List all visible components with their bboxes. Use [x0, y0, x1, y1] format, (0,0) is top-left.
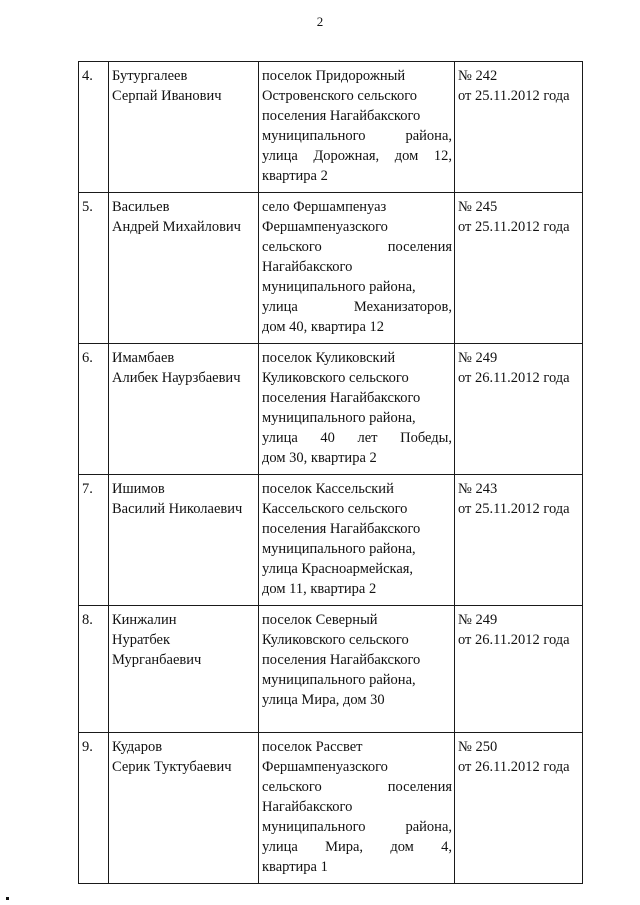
surname: Имамбаев: [112, 350, 175, 366]
table-row: [79, 733, 583, 884]
address-line: село Фершампенуаз: [262, 199, 387, 215]
address-line: улица Мира, дом 4,: [262, 839, 452, 855]
address-line: Куликовского сельского: [262, 632, 409, 648]
address-line: поселок Рассвет: [262, 739, 363, 755]
document-number: № 249: [458, 612, 498, 628]
surname: Ишимов: [112, 481, 165, 497]
address-line: Фершампенуазского: [262, 759, 388, 775]
row-number: 9.: [79, 733, 109, 884]
full-name-cell: [109, 193, 259, 344]
address-line: поселения Нагайбакского: [262, 521, 421, 537]
address-line: муниципального района,: [262, 128, 452, 144]
table-row: [79, 475, 583, 606]
given-name: Алибек Наурзбаевич: [112, 370, 241, 386]
full-name-cell: [109, 344, 259, 475]
address-line: квартира 1: [262, 859, 328, 875]
document-number: № 243: [458, 481, 498, 497]
given-name: Нуратбек: [112, 632, 171, 648]
document-number: № 250: [458, 739, 498, 755]
row-number: 4.: [79, 62, 109, 193]
document-cell: [455, 62, 583, 193]
table-row: [79, 606, 583, 733]
address-line: поселок Придорожный: [262, 68, 406, 84]
document-date: от 26.11.2012 года: [458, 370, 570, 386]
document-number: № 249: [458, 350, 498, 366]
document-date: от 25.11.2012 года: [458, 219, 570, 235]
surname: Бутургалеев: [112, 68, 188, 84]
address-line: улица 40 лет Победы,: [262, 430, 452, 446]
address-line: улица Красноармейская,: [262, 561, 414, 577]
full-name-cell: [109, 62, 259, 193]
document-cell: [455, 344, 583, 475]
address-line: муниципального района,: [262, 410, 416, 426]
address-line: муниципального района,: [262, 819, 452, 835]
full-name-cell: [109, 475, 259, 606]
address-line: улица Мира, дом 30: [262, 692, 385, 708]
address-cell: [259, 193, 455, 344]
address-line: поселок Северный: [262, 612, 378, 628]
surname: Кударов: [112, 739, 163, 755]
row-number: 5.: [79, 193, 109, 344]
page-number: 2: [316, 14, 324, 29]
address-line: муниципального района,: [262, 672, 416, 688]
address-cell: [259, 475, 455, 606]
address-line: сельского поселения: [262, 239, 452, 255]
surname: Васильев: [112, 199, 170, 215]
address-cell: [259, 606, 455, 733]
address-line: поселок Куликовский: [262, 350, 396, 366]
table-row: [79, 344, 583, 475]
address-cell: [259, 733, 455, 884]
address-line: муниципального района,: [262, 541, 416, 557]
address-line: дом 30, квартира 2: [262, 450, 377, 466]
given-name: Василий Николаевич: [112, 501, 243, 517]
address-line: поселения Нагайбакского: [262, 390, 421, 406]
document-number: № 245: [458, 199, 498, 215]
address-line: дом 40, квартира 12: [262, 319, 385, 335]
address-line: поселения Нагайбакского: [262, 652, 421, 668]
row-number: 7.: [79, 475, 109, 606]
document-date: от 25.11.2012 года: [458, 501, 570, 517]
given-name: Серпай Иванович: [112, 88, 222, 104]
address-line: улица Дорожная, дом 12,: [262, 148, 452, 164]
document-number: № 242: [458, 68, 498, 84]
surname: Кинжалин: [112, 612, 177, 628]
document-date: от 26.11.2012 года: [458, 632, 570, 648]
full-name-cell: [109, 606, 259, 733]
address-line: квартира 2: [262, 168, 328, 184]
patronymic: Мурганбаевич: [112, 652, 202, 668]
full-name-cell: [109, 733, 259, 884]
given-name: Андрей Михайлович: [112, 219, 241, 235]
address-line: сельского поселения: [262, 779, 452, 795]
address-line: дом 11, квартира 2: [262, 581, 377, 597]
address-line: поселения Нагайбакского: [262, 108, 421, 124]
document-date: от 25.11.2012 года: [458, 88, 570, 104]
address-line: Островенского сельского: [262, 88, 418, 104]
address-line: улица Механизаторов,: [262, 299, 452, 315]
address-cell: [259, 344, 455, 475]
address-line: Нагайбакского: [262, 259, 353, 275]
address-line: поселок Кассельский: [262, 481, 394, 497]
document-cell: [455, 733, 583, 884]
document-date: от 26.11.2012 года: [458, 759, 570, 775]
given-name: Серик Туктубаевич: [112, 759, 232, 775]
address-cell: [259, 62, 455, 193]
scan-mark: [6, 897, 9, 900]
table-row: [79, 62, 583, 193]
address-line: муниципального района,: [262, 279, 416, 295]
row-number: 6.: [79, 344, 109, 475]
registry-table: [78, 61, 583, 884]
address-line: Фершампенуазского: [262, 219, 388, 235]
address-line: Нагайбакского: [262, 799, 353, 815]
address-line: Кассельского сельского: [262, 501, 408, 517]
row-number: 8.: [79, 606, 109, 733]
document-cell: [455, 475, 583, 606]
document-cell: [455, 606, 583, 733]
address-line: Куликовского сельского: [262, 370, 409, 386]
document-cell: [455, 193, 583, 344]
table-row: [79, 193, 583, 344]
